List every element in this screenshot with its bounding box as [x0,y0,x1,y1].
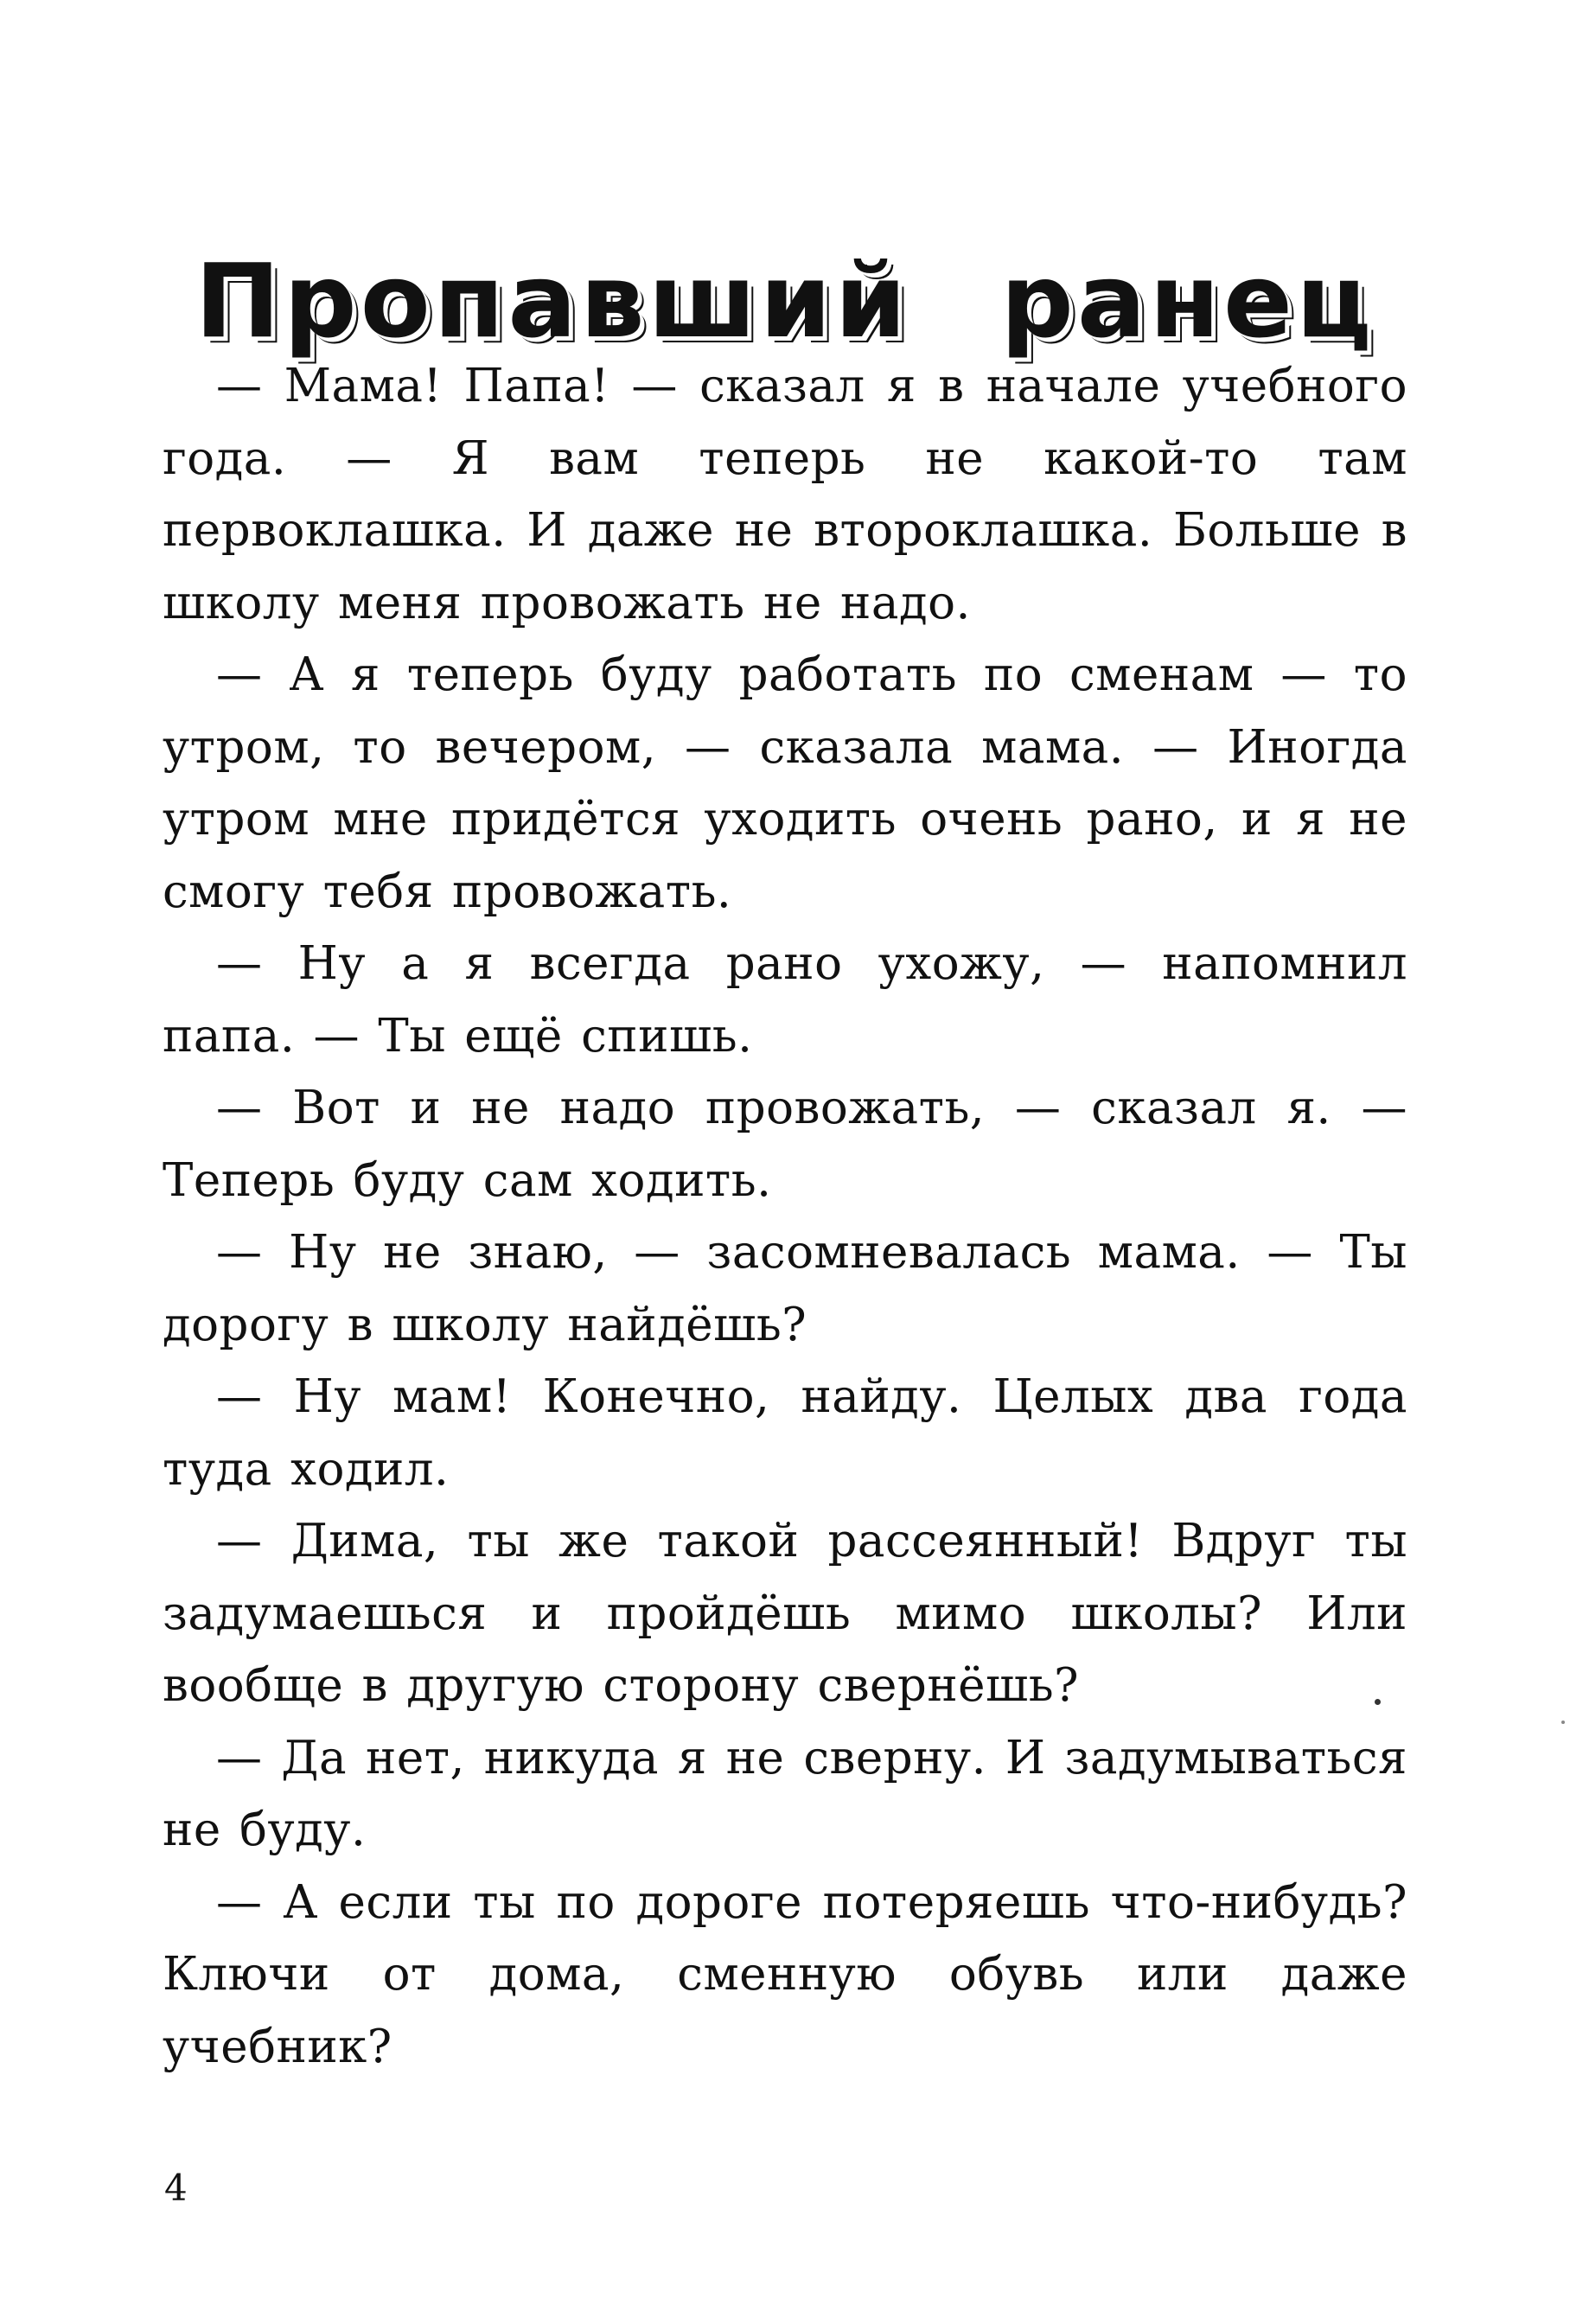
chapter-text [163,350,1407,2083]
paragraph: — А я теперь буду работать по сменам — то утром, то вечером, — сказала мама. — Иногда утром мне придётся уходить очень рано, и я не смогу тебя провожать. [163,648,1407,918]
paragraph: — Вот и не надо провожать, — сказал я. — Теперь буду сам ходить. [163,1082,1407,1207]
paragraph: — Дима, ты же такой рассеянный! Вдруг ты задумаешься и пройдёшь мимо школы? Или вообще в другую сторону свернёшь? [163,1515,1407,1712]
paragraph: — Да нет, никуда я не сверну. И задумываться не буду. [163,1731,1407,1856]
paragraph: — Мама! Папа! — сказал я в начале учебного года. — Я вам теперь не какой-то там первоклашка. И даже не второклашка. Больше в школу меня провожать не надо. [163,360,1407,629]
page-number: 4 [164,2167,188,2209]
paragraph: — Ну мам! Конечно, найду. Целых два года туда ходил. [163,1370,1407,1496]
paragraph: — А если ты по дороге потеряешь что-нибудь? Ключи от дома, сменную обувь или даже учебник? [163,1875,1407,2073]
chapter-title: Пропавший ранец [195,241,1375,361]
paragraph: — Ну не знаю, — засомневалась мама. — Ты дорогу в школу найдёшь? [163,1226,1407,1351]
print-speck [1375,1699,1381,1705]
print-speck [1561,1721,1565,1724]
paragraph: — Ну а я всегда рано ухожу, — напомнил папа. — Ты ещё спишь. [163,937,1407,1063]
